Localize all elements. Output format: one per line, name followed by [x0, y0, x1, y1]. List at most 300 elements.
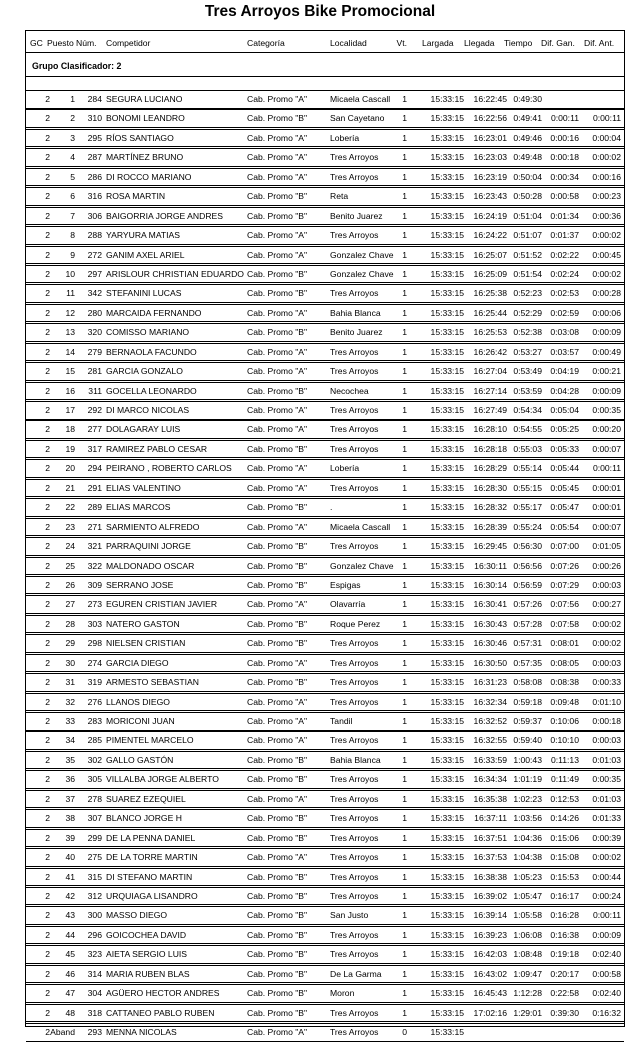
cell-vt: 1 — [402, 521, 407, 532]
cell-puesto: 20 — [65, 463, 75, 474]
cell-num: 299 — [87, 832, 102, 843]
cell-tiempo: 0:55:24 — [513, 521, 542, 532]
cell-dif-ant: 0:00:45 — [592, 249, 621, 260]
cell-llegada: 16:35:38 — [473, 793, 507, 804]
cell-num: 284 — [87, 94, 102, 104]
cell-categoria: Cab. Promo "A" — [247, 599, 308, 610]
cell-localidad: Tres Arroyos — [330, 405, 379, 415]
cell-tiempo: 1:00:43 — [513, 754, 542, 765]
cell-localidad: Benito Juarez — [330, 210, 383, 221]
cell-gc: 2 — [45, 1027, 50, 1037]
cell-num: 309 — [87, 579, 102, 590]
cell-competidor: MARIA RUBEN BLAS — [106, 968, 190, 979]
cell-largada: 15:33:15 — [430, 463, 464, 474]
cell-num: 278 — [87, 793, 102, 804]
cell-categoria: Cab. Promo "B" — [247, 191, 308, 202]
cell-localidad: Tres Arroyos — [330, 482, 379, 493]
cell-tiempo: 1:02:23 — [513, 793, 542, 804]
cell-competidor: YARYURA MATIAS — [106, 230, 181, 241]
cell-num: 286 — [87, 171, 102, 182]
cell-largada: 15:33:15 — [430, 132, 464, 143]
table-row — [26, 984, 624, 1003]
cell-competidor: RAMIREZ PABLO CESAR — [106, 443, 208, 454]
cell-dif-gan: 0:22:58 — [550, 988, 579, 999]
cell-largada: 15:33:15 — [430, 677, 464, 688]
cell-dif-gan: 0:05:04 — [550, 405, 579, 415]
cell-dif-gan: 0:01:37 — [550, 230, 579, 241]
cell-gc: 2 — [45, 735, 50, 746]
cell-competidor: DE LA PENNA DANIEL — [106, 832, 196, 843]
cell-localidad: Tres Arroyos — [330, 890, 379, 901]
cell-llegada: 16:26:42 — [473, 346, 507, 357]
cell-localidad: Tres Arroyos — [330, 832, 379, 843]
table-row — [26, 362, 624, 381]
cell-vt: 1 — [402, 366, 407, 377]
cell-competidor: STEFANINI LUCAS — [106, 288, 182, 299]
cell-vt: 1 — [402, 657, 407, 668]
cell-categoria: Cab. Promo "B" — [247, 113, 308, 124]
cell-dif-ant: 0:00:11 — [592, 910, 621, 921]
cell-categoria: Cab. Promo "A" — [247, 171, 308, 182]
table-row — [26, 673, 624, 692]
cell-competidor: SEGURA LUCIANO — [106, 94, 183, 104]
cell-categoria: Cab. Promo "B" — [247, 638, 308, 649]
header-largada: Largada — [422, 38, 454, 48]
cell-gc: 2 — [45, 521, 50, 532]
cell-competidor: GALLO GASTÓN — [106, 754, 174, 765]
cell-llegada: 16:24:22 — [473, 230, 507, 241]
cell-largada: 15:33:15 — [430, 852, 464, 863]
table-row — [26, 693, 624, 712]
cell-localidad: Olavarría — [330, 599, 366, 610]
table-row — [26, 459, 624, 478]
cell-dif-ant: 0:00:03 — [592, 657, 621, 668]
cell-dif-ant: 0:00:02 — [592, 268, 621, 279]
cell-dif-ant: 0:00:07 — [592, 443, 621, 454]
cell-dif-ant: 0:00:01 — [592, 502, 621, 513]
cell-localidad: Tres Arroyos — [330, 638, 379, 649]
cell-competidor: RÍOS SANTIAGO — [106, 132, 174, 143]
cell-num: 323 — [87, 949, 102, 960]
cell-llegada: 16:28:32 — [473, 502, 507, 513]
cell-gc: 2 — [45, 327, 50, 338]
table-row — [26, 1004, 624, 1023]
cell-dif-ant: 0:00:02 — [592, 230, 621, 241]
cell-dif-gan: 0:15:53 — [550, 871, 579, 882]
cell-gc: 2 — [45, 132, 50, 143]
cell-dif-gan: 0:02:59 — [550, 307, 579, 318]
cell-categoria: Cab. Promo "A" — [247, 482, 308, 493]
cell-largada: 15:33:15 — [430, 191, 464, 202]
cell-num: 311 — [88, 385, 102, 396]
cell-llegada: 16:28:10 — [473, 424, 507, 435]
cell-gc: 2 — [45, 890, 50, 901]
cell-largada: 15:33:15 — [430, 541, 464, 552]
cell-largada: 15:33:15 — [430, 988, 464, 999]
cell-categoria: Cab. Promo "A" — [247, 793, 308, 804]
cell-num: 316 — [87, 191, 102, 202]
cell-dif-gan: 0:16:17 — [550, 890, 579, 901]
cell-tiempo: 0:54:34 — [513, 405, 542, 415]
cell-largada: 15:33:15 — [430, 482, 464, 493]
cell-dif-ant: 0:00:26 — [592, 560, 621, 571]
cell-gc: 2 — [45, 599, 50, 610]
cell-dif-gan: 0:10:06 — [550, 716, 579, 726]
table-row — [26, 537, 624, 556]
cell-dif-gan: 0:05:47 — [550, 502, 579, 513]
cell-categoria: Cab. Promo "A" — [247, 521, 308, 532]
cell-localidad: Tres Arroyos — [330, 871, 379, 882]
cell-num: 280 — [87, 307, 102, 318]
cell-categoria: Cab. Promo "A" — [247, 152, 308, 163]
cell-dif-gan: 0:08:05 — [550, 657, 579, 668]
cell-num: 292 — [87, 405, 102, 415]
cell-vt: 1 — [402, 307, 407, 318]
cell-dif-gan: 0:00:11 — [550, 113, 579, 124]
cell-dif-ant: 0:01:05 — [592, 541, 621, 552]
results-table — [25, 30, 625, 1037]
cell-largada: 15:33:15 — [430, 871, 464, 882]
cell-gc: 2 — [45, 1007, 50, 1018]
cell-vt: 1 — [402, 696, 407, 707]
cell-gc: 2 — [45, 288, 50, 299]
cell-vt: 1 — [402, 463, 407, 474]
cell-vt: 1 — [402, 268, 407, 279]
cell-num: 300 — [87, 910, 102, 921]
cell-num: 275 — [87, 852, 102, 863]
cell-tiempo: 0:55:15 — [513, 482, 542, 493]
cell-tiempo: 0:56:59 — [513, 579, 542, 590]
cell-dif-gan: 0:08:01 — [550, 638, 579, 649]
cell-competidor: ELIAS MARCOS — [106, 502, 171, 513]
cell-dif-gan: 0:15:08 — [550, 852, 579, 863]
cell-num: 285 — [87, 735, 102, 746]
cell-num: 342 — [87, 288, 102, 299]
cell-puesto: 9 — [70, 249, 75, 260]
cell-tiempo: 0:55:14 — [513, 463, 542, 474]
cell-gc: 2 — [45, 657, 50, 668]
cell-largada: 15:33:15 — [430, 366, 464, 377]
cell-num: 295 — [87, 132, 102, 143]
cell-largada: 15:33:15 — [430, 502, 464, 513]
cell-largada: 15:33:15 — [430, 910, 464, 921]
cell-num: 293 — [87, 1027, 102, 1037]
cell-tiempo: 0:52:23 — [513, 288, 542, 299]
cell-llegada: 16:23:01 — [473, 132, 507, 143]
cell-dif-ant: 0:00:11 — [592, 113, 621, 124]
cell-dif-ant: 0:00:39 — [592, 832, 621, 843]
cell-vt: 1 — [402, 716, 407, 726]
cell-competidor: MORICONI JUAN — [106, 716, 175, 726]
header-llegada: Llegada — [464, 38, 495, 48]
cell-dif-ant: 0:00:07 — [592, 521, 621, 532]
cell-dif-gan: 0:07:29 — [550, 579, 579, 590]
cell-dif-gan: 0:05:54 — [550, 521, 579, 532]
cell-localidad: Tandil — [330, 716, 353, 726]
cell-largada: 15:33:15 — [430, 618, 464, 629]
cell-vt: 1 — [402, 929, 407, 940]
cell-llegada: 16:25:44 — [473, 307, 507, 318]
cell-llegada: 16:45:43 — [473, 988, 507, 999]
cell-dif-gan: 0:01:34 — [550, 210, 579, 221]
cell-gc: 2 — [45, 502, 50, 513]
cell-dif-ant: 0:00:03 — [592, 735, 621, 746]
cell-dif-gan: 0:05:44 — [550, 463, 579, 474]
cell-categoria: Cab. Promo "B" — [247, 288, 308, 299]
cell-competidor: BAIGORRIA JORGE ANDRES — [106, 210, 223, 221]
cell-puesto: 29 — [65, 638, 75, 649]
cell-largada: 15:33:15 — [430, 249, 464, 260]
cell-dif-ant: 0:00:24 — [592, 890, 621, 901]
cell-llegada: 16:43:02 — [473, 968, 507, 979]
cell-largada: 15:33:15 — [430, 793, 464, 804]
cell-llegada: 16:34:34 — [473, 774, 507, 785]
cell-puesto: 38 — [65, 813, 75, 824]
cell-competidor: NATERO GASTON — [106, 618, 180, 629]
cell-dif-ant: 0:00:23 — [592, 191, 621, 202]
cell-tiempo: 0:59:37 — [513, 716, 542, 726]
cell-puesto: 10 — [65, 268, 75, 279]
cell-vt: 1 — [402, 638, 407, 649]
cell-gc: 2 — [45, 988, 50, 999]
cell-puesto: Aband — [50, 1027, 75, 1037]
cell-vt: 1 — [402, 405, 407, 415]
cell-dif-gan: 0:05:33 — [550, 443, 579, 454]
cell-competidor: MARTÍNEZ BRUNO — [106, 152, 184, 163]
cell-largada: 15:33:15 — [430, 1007, 464, 1018]
cell-llegada: 16:39:14 — [473, 910, 507, 921]
cell-gc: 2 — [45, 268, 50, 279]
cell-competidor: MALDONADO OSCAR — [106, 560, 195, 571]
cell-largada: 15:33:15 — [430, 832, 464, 843]
cell-categoria: Cab. Promo "B" — [247, 754, 308, 765]
cell-dif-gan: 0:00:16 — [550, 132, 579, 143]
cell-dif-ant: 0:01:33 — [592, 813, 621, 824]
cell-categoria: Cab. Promo "B" — [247, 968, 308, 979]
cell-gc: 2 — [45, 716, 50, 726]
cell-vt: 1 — [402, 988, 407, 999]
cell-vt: 1 — [402, 754, 407, 765]
cell-puesto: 23 — [65, 521, 75, 532]
cell-puesto: 13 — [65, 327, 75, 338]
table-row — [26, 479, 624, 498]
cell-competidor: SUAREZ EZEQUIEL — [106, 793, 186, 804]
cell-dif-ant: 0:01:03 — [592, 754, 621, 765]
table-row — [26, 323, 624, 342]
cell-dif-gan: 0:14:26 — [550, 813, 579, 824]
cell-largada: 15:33:15 — [430, 1027, 464, 1037]
cell-categoria: Cab. Promo "A" — [247, 657, 308, 668]
cell-categoria: Cab. Promo "A" — [247, 852, 308, 863]
cell-num: 281 — [87, 366, 102, 377]
cell-llegada: 16:29:45 — [473, 541, 507, 552]
cell-dif-ant: 0:16:32 — [592, 1007, 621, 1018]
cell-localidad: Moron — [330, 988, 355, 999]
cell-localidad: Tres Arroyos — [330, 1007, 379, 1018]
table-row — [26, 809, 624, 828]
table-row — [26, 1023, 624, 1042]
cell-dif-gan: 0:05:25 — [550, 424, 579, 435]
cell-num: 273 — [87, 599, 102, 610]
cell-competidor: MASSO DIEGO — [106, 910, 168, 921]
cell-localidad: Tres Arroyos — [330, 424, 379, 435]
cell-largada: 15:33:15 — [430, 327, 464, 338]
cell-tiempo: 0:51:54 — [513, 268, 542, 279]
cell-dif-ant: 0:00:02 — [592, 852, 621, 863]
table-row — [26, 790, 624, 809]
cell-num: 283 — [87, 716, 102, 726]
cell-puesto: 44 — [65, 929, 75, 940]
cell-puesto: 24 — [65, 541, 75, 552]
cell-localidad: Tres Arroyos — [330, 1027, 379, 1037]
cell-tiempo: 0:49:48 — [513, 152, 542, 163]
cell-competidor: ELIAS VALENTINO — [106, 482, 181, 493]
cell-puesto: 22 — [65, 502, 75, 513]
cell-largada: 15:33:15 — [430, 210, 464, 221]
cell-puesto: 14 — [65, 346, 75, 357]
cell-llegada: 16:37:51 — [473, 832, 507, 843]
cell-categoria: Cab. Promo "B" — [247, 385, 308, 396]
cell-largada: 15:33:15 — [430, 424, 464, 435]
cell-tiempo: 0:53:49 — [513, 366, 542, 377]
cell-tiempo: 0:59:18 — [513, 696, 542, 707]
cell-dif-gan: 0:39:30 — [550, 1007, 579, 1018]
cell-categoria: Cab. Promo "B" — [247, 443, 308, 454]
cell-tiempo: 0:57:28 — [513, 618, 542, 629]
cell-puesto: 25 — [65, 560, 75, 571]
cell-localidad: Necochea — [330, 385, 369, 396]
cell-competidor: BLANCO JORGE H — [106, 813, 182, 824]
cell-llegada: 16:30:46 — [473, 638, 507, 649]
cell-localidad: Gonzalez Chave — [330, 268, 394, 279]
cell-num: 317 — [87, 443, 102, 454]
cell-tiempo: 0:57:35 — [513, 657, 542, 668]
cell-categoria: Cab. Promo "B" — [247, 774, 308, 785]
table-row — [26, 440, 624, 459]
cell-puesto: 1 — [70, 94, 75, 104]
cell-largada: 15:33:15 — [430, 929, 464, 940]
cell-largada: 15:33:15 — [430, 696, 464, 707]
cell-tiempo: 0:55:17 — [513, 502, 542, 513]
cell-tiempo: 1:08:48 — [513, 949, 542, 960]
cell-gc: 2 — [45, 793, 50, 804]
cell-gc: 2 — [45, 929, 50, 940]
cell-categoria: Cab. Promo "B" — [247, 871, 308, 882]
cell-categoria: Cab. Promo "B" — [247, 268, 308, 279]
cell-gc: 2 — [45, 94, 50, 104]
cell-largada: 15:33:15 — [430, 385, 464, 396]
cell-gc: 2 — [45, 307, 50, 318]
cell-largada: 15:33:15 — [430, 968, 464, 979]
cell-gc: 2 — [45, 405, 50, 415]
cell-categoria: Cab. Promo "A" — [247, 424, 308, 435]
cell-largada: 15:33:15 — [430, 288, 464, 299]
table-row — [26, 868, 624, 887]
cell-llegada: 16:27:14 — [473, 385, 507, 396]
cell-puesto: 48 — [65, 1007, 75, 1018]
cell-competidor: GOCELLA LEONARDO — [106, 385, 197, 396]
cell-largada: 15:33:15 — [430, 307, 464, 318]
cell-competidor: ROSA MARTIN — [106, 191, 166, 202]
cell-puesto: 39 — [65, 832, 75, 843]
cell-localidad: Lobería — [330, 132, 360, 143]
table-row — [26, 207, 624, 226]
table-row — [26, 712, 624, 731]
header-vt: Vt. — [396, 38, 407, 48]
cell-largada: 15:33:15 — [430, 657, 464, 668]
cell-competidor: COMISSO MARIANO — [106, 327, 190, 338]
cell-gc: 2 — [45, 677, 50, 688]
cell-num: 296 — [87, 929, 102, 940]
cell-dif-ant: 0:01:10 — [592, 696, 621, 707]
cell-categoria: Cab. Promo "A" — [247, 696, 308, 707]
cell-localidad: Tres Arroyos — [330, 793, 379, 804]
cell-llegada: 16:25:09 — [473, 268, 507, 279]
cell-gc: 2 — [45, 366, 50, 377]
cell-categoria: Cab. Promo "A" — [247, 249, 308, 260]
cell-competidor: BERNAOLA FACUNDO — [106, 346, 197, 357]
cell-localidad: Tres Arroyos — [330, 171, 379, 182]
cell-categoria: Cab. Promo "B" — [247, 890, 308, 901]
cell-largada: 15:33:15 — [430, 813, 464, 824]
table-row — [26, 420, 624, 439]
cell-gc: 2 — [45, 813, 50, 824]
cell-puesto: 12 — [65, 307, 75, 318]
cell-gc: 2 — [45, 541, 50, 552]
cell-puesto: 34 — [65, 735, 75, 746]
cell-puesto: 33 — [65, 716, 75, 726]
cell-puesto: 7 — [70, 210, 75, 221]
cell-dif-ant: 0:00:16 — [592, 171, 621, 182]
cell-gc: 2 — [45, 385, 50, 396]
cell-dif-gan: 0:09:48 — [550, 696, 579, 707]
cell-gc: 2 — [45, 832, 50, 843]
table-row — [26, 731, 624, 750]
cell-num: 287 — [87, 152, 102, 163]
cell-vt: 1 — [402, 424, 407, 435]
cell-tiempo: 1:06:08 — [513, 929, 542, 940]
cell-puesto: 35 — [65, 754, 75, 765]
cell-dif-ant: 0:00:09 — [592, 327, 621, 338]
cell-dif-gan: 0:03:08 — [550, 327, 579, 338]
table-row — [26, 187, 624, 206]
cell-localidad: Gonzalez Chave — [330, 560, 394, 571]
cell-categoria: Cab. Promo "B" — [247, 560, 308, 571]
cell-competidor: DOLAGARAY LUIS — [106, 424, 181, 435]
cell-competidor: EGUREN CRISTIAN JAVIER — [106, 599, 218, 610]
cell-num: 303 — [87, 618, 102, 629]
cell-vt: 1 — [402, 132, 407, 143]
cell-gc: 2 — [45, 443, 50, 454]
cell-competidor: LLANOS DIEGO — [106, 696, 170, 707]
cell-tiempo: 0:54:55 — [513, 424, 542, 435]
cell-competidor: DE LA TORRE MARTIN — [106, 852, 198, 863]
cell-llegada: 16:27:49 — [473, 405, 507, 415]
cell-vt: 1 — [402, 949, 407, 960]
cell-llegada: 16:28:29 — [473, 463, 507, 474]
cell-llegada: 16:27:04 — [473, 366, 507, 377]
cell-categoria: Cab. Promo "A" — [247, 366, 308, 377]
cell-tiempo: 0:57:26 — [513, 599, 542, 610]
cell-dif-ant: 0:00:28 — [592, 288, 621, 299]
cell-gc: 2 — [45, 968, 50, 979]
cell-competidor: ARISLOUR CHRISTIAN EDUARDO — [106, 268, 244, 279]
cell-gc: 2 — [45, 871, 50, 882]
cell-dif-gan: 0:02:22 — [550, 249, 579, 260]
cell-localidad: Tres Arroyos — [330, 696, 379, 707]
cell-competidor: PIMENTEL MARCELO — [106, 735, 194, 746]
cell-competidor: CATTANEO PABLO RUBEN — [106, 1007, 215, 1018]
